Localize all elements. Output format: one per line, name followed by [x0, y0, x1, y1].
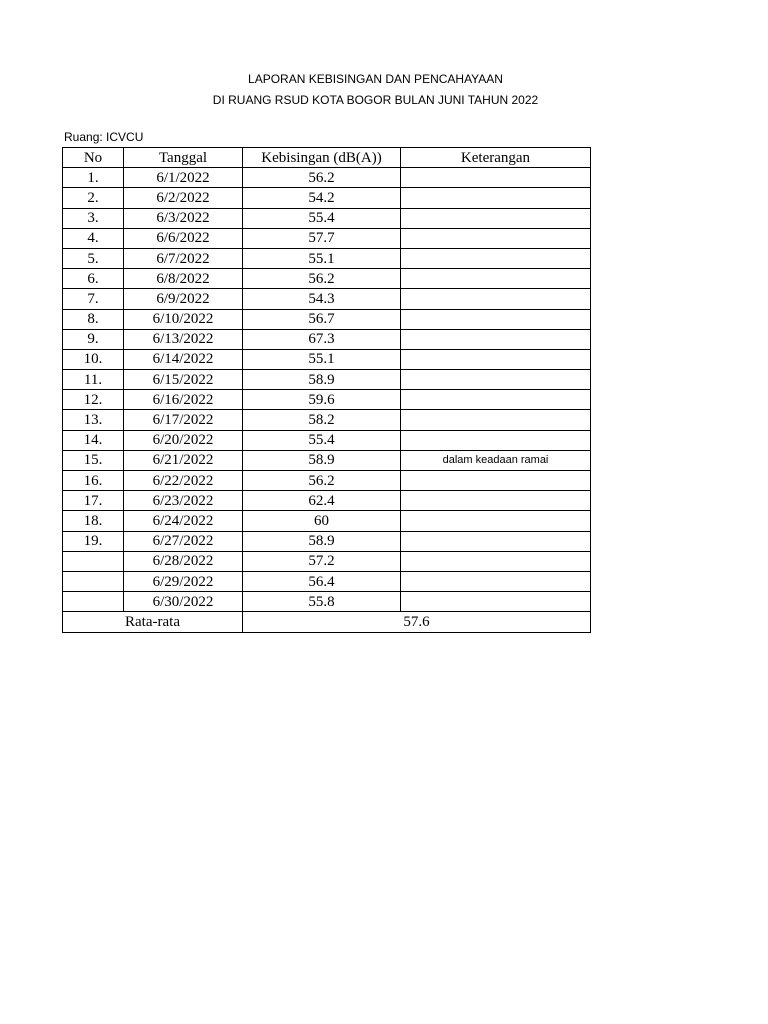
cell-no: 17.: [63, 491, 124, 511]
table-row: [63, 471, 591, 491]
table-row: [63, 188, 591, 208]
cell-note: dalam keadaan ramai: [401, 450, 591, 470]
cell-noise-value: 55.1: [243, 248, 401, 268]
cell-no: 15.: [63, 450, 124, 470]
cell-noise-value: 67.3: [243, 329, 401, 349]
cell-noise-value: 55.4: [243, 208, 401, 228]
table-row: [63, 592, 591, 612]
column-header-note: Keterangan: [401, 148, 591, 168]
table-row: [63, 370, 591, 390]
average-value: 57.6: [243, 612, 591, 632]
cell-no: 19.: [63, 531, 124, 551]
average-row: [63, 612, 591, 632]
cell-date: 6/27/2022: [124, 531, 243, 551]
noise-report-table: [62, 147, 591, 633]
cell-note: [401, 269, 591, 289]
cell-no: 4.: [63, 228, 124, 248]
cell-no: 18.: [63, 511, 124, 531]
table-body: [63, 168, 591, 612]
cell-noise-value: 56.2: [243, 471, 401, 491]
table-row: [63, 269, 591, 289]
cell-note: [401, 188, 591, 208]
cell-no: 2.: [63, 188, 124, 208]
table-row: [63, 410, 591, 430]
cell-note: [401, 168, 591, 188]
table-row: [63, 248, 591, 268]
cell-no: 3.: [63, 208, 124, 228]
cell-note: [401, 551, 591, 571]
cell-date: 6/24/2022: [124, 511, 243, 531]
report-title-line-2: DI RUANG RSUD KOTA BOGOR BULAN JUNI TAHUN 2022: [212, 93, 539, 107]
cell-no: 7.: [63, 289, 124, 309]
cell-date: 6/3/2022: [124, 208, 243, 228]
cell-note: [401, 370, 591, 390]
cell-noise-value: 55.1: [243, 349, 401, 369]
cell-noise-value: 55.4: [243, 430, 401, 450]
cell-date: 6/13/2022: [124, 329, 243, 349]
cell-noise-value: 54.3: [243, 289, 401, 309]
column-header-no: No: [63, 148, 124, 168]
cell-note: [401, 248, 591, 268]
cell-note: [401, 511, 591, 531]
report-title-line-1: LAPORAN KEBISINGAN DAN PENCAHAYAAN: [248, 72, 503, 86]
cell-no: 8.: [63, 309, 124, 329]
table-row: [63, 511, 591, 531]
cell-no: 5.: [63, 248, 124, 268]
cell-noise-value: 58.9: [243, 450, 401, 470]
cell-noise-value: 56.7: [243, 309, 401, 329]
cell-no: 9.: [63, 329, 124, 349]
average-label: Rata-rata: [63, 612, 243, 632]
cell-noise-value: 56.4: [243, 571, 401, 591]
cell-date: 6/14/2022: [124, 349, 243, 369]
cell-note: [401, 430, 591, 450]
table-row: [63, 571, 591, 591]
cell-note: [401, 471, 591, 491]
cell-noise-value: 55.8: [243, 592, 401, 612]
cell-date: 6/22/2022: [124, 471, 243, 491]
cell-note: [401, 410, 591, 430]
cell-no: 16.: [63, 471, 124, 491]
cell-date: 6/7/2022: [124, 248, 243, 268]
table-row: [63, 349, 591, 369]
table-row: [63, 450, 591, 470]
cell-no: [63, 551, 124, 571]
room-label: Ruang: ICVCU: [64, 130, 144, 144]
cell-note: [401, 289, 591, 309]
cell-note: [401, 592, 591, 612]
cell-no: [63, 571, 124, 591]
cell-noise-value: 56.2: [243, 269, 401, 289]
cell-note: [401, 208, 591, 228]
cell-date: 6/28/2022: [124, 551, 243, 571]
cell-note: [401, 228, 591, 248]
table-row: [63, 390, 591, 410]
column-header-noise: Kebisingan (dB(A)): [243, 148, 401, 168]
cell-noise-value: 58.2: [243, 410, 401, 430]
table-row: [63, 309, 591, 329]
cell-date: 6/2/2022: [124, 188, 243, 208]
cell-date: 6/9/2022: [124, 289, 243, 309]
table-row: [63, 531, 591, 551]
cell-note: [401, 329, 591, 349]
cell-date: 6/17/2022: [124, 410, 243, 430]
cell-note: [401, 491, 591, 511]
table-row: [63, 289, 591, 309]
cell-date: 6/16/2022: [124, 390, 243, 410]
cell-date: 6/10/2022: [124, 309, 243, 329]
cell-note: [401, 390, 591, 410]
cell-no: 12.: [63, 390, 124, 410]
cell-noise-value: 54.2: [243, 188, 401, 208]
cell-noise-value: 57.7: [243, 228, 401, 248]
cell-date: 6/30/2022: [124, 592, 243, 612]
cell-no: [63, 592, 124, 612]
cell-noise-value: 62.4: [243, 491, 401, 511]
cell-note: [401, 349, 591, 369]
cell-note: [401, 571, 591, 591]
table-row: [63, 168, 591, 188]
table-header-row: [63, 148, 591, 168]
cell-date: 6/6/2022: [124, 228, 243, 248]
cell-date: 6/8/2022: [124, 269, 243, 289]
cell-date: 6/29/2022: [124, 571, 243, 591]
cell-noise-value: 58.9: [243, 370, 401, 390]
cell-noise-value: 57.2: [243, 551, 401, 571]
cell-no: 1.: [63, 168, 124, 188]
cell-no: 10.: [63, 349, 124, 369]
table-row: [63, 430, 591, 450]
cell-noise-value: 56.2: [243, 168, 401, 188]
cell-date: 6/1/2022: [124, 168, 243, 188]
table-row: [63, 551, 591, 571]
cell-no: 11.: [63, 370, 124, 390]
column-header-date: Tanggal: [124, 148, 243, 168]
cell-no: 14.: [63, 430, 124, 450]
table-row: [63, 329, 591, 349]
table-row: [63, 208, 591, 228]
cell-no: 6.: [63, 269, 124, 289]
cell-no: 13.: [63, 410, 124, 430]
table-row: [63, 491, 591, 511]
cell-date: 6/15/2022: [124, 370, 243, 390]
cell-note: [401, 309, 591, 329]
cell-note: [401, 531, 591, 551]
cell-noise-value: 60: [243, 511, 401, 531]
cell-noise-value: 58.9: [243, 531, 401, 551]
cell-date: 6/21/2022: [124, 450, 243, 470]
cell-date: 6/23/2022: [124, 491, 243, 511]
table-row: [63, 228, 591, 248]
cell-noise-value: 59.6: [243, 390, 401, 410]
cell-date: 6/20/2022: [124, 430, 243, 450]
